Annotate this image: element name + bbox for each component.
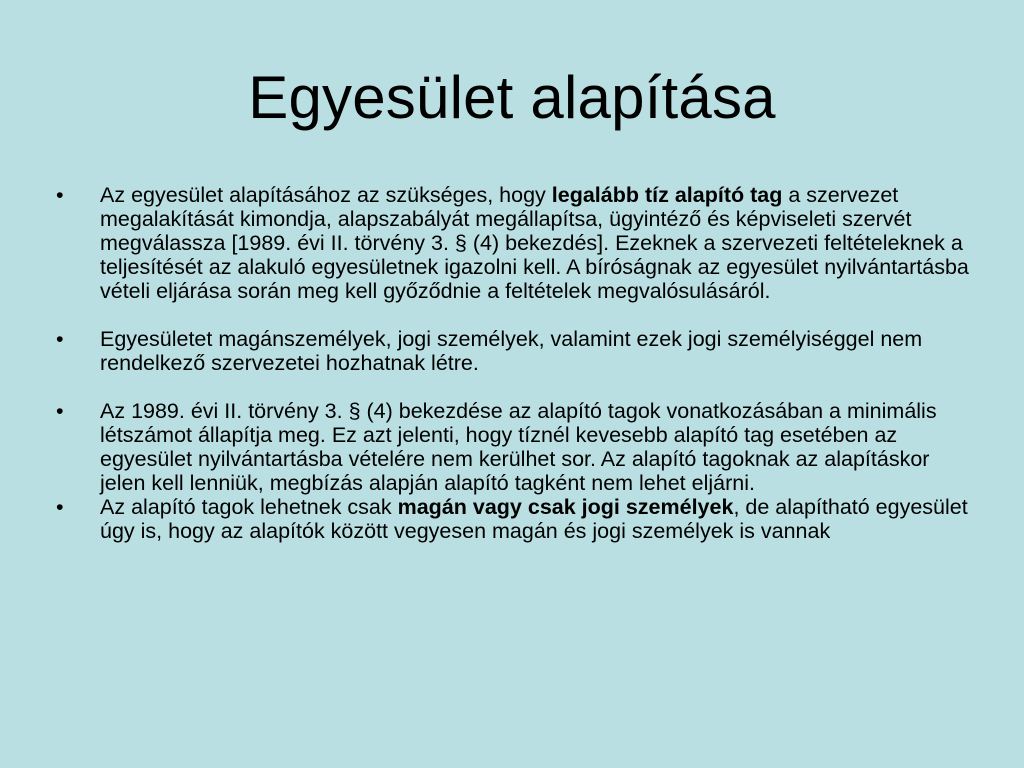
bullet-item [56, 183, 976, 303]
bullet-text-before: Az egyesület alapításához az szükséges, hogy [100, 183, 552, 207]
bullet-dot: • [56, 495, 64, 519]
bullet-dot: • [56, 399, 64, 423]
bullet-text [100, 183, 969, 303]
bullet-text-after: , de alapítható egyesület úgy is, hogy az alapítók között vegyesen magán és jogi személyek is vannak [100, 495, 968, 543]
bullet-item [56, 495, 976, 543]
bullet-text-before: Az alapító tagok lehetnek csak [100, 495, 398, 519]
bullet-text-bold: legalább tíz alapító tag [551, 183, 783, 207]
bullet-text [100, 495, 968, 543]
bullet-item [56, 327, 976, 375]
slide-title: Egyesület alapítása [248, 64, 776, 131]
bullet-text: Az 1989. évi II. törvény 3. § (4) bekezdése az alapító tagok vonatkozásában a minimális létszámot állapítja meg. Ez azt jelenti, hogy tíznél kevesebb alapító tag esetében az egyesület nyilvántartásba vételére nem kerülhet sor. Az alapító tagoknak az alapításkor jelen kell lenniük, megbízás alapján alapító tagként nem lehet eljárni. [100, 399, 937, 495]
bullet-dot: • [56, 327, 64, 351]
bullet-text: Egyesületet magánszemélyek, jogi személyek, valamint ezek jogi személyiséggel nem rendelkező szervezetei hozhatnak létre. [100, 327, 923, 375]
bullet-text-after: a szervezet megalakítását kimondja, alapszabályát megállapítsa, ügyintéző és képviseleti szervét megválassza [1989. évi II. törvény 3. § (4) bekezdés]. Ezeknek a szervezeti feltételeknek a teljesítését az alakuló egyesületnek igazolni kell. A bíróságnak az egyesület nyilvántartásba vételi eljárása során meg kell győződnie a feltételek megvalósulásáról. [100, 183, 969, 303]
bullet-list [56, 183, 976, 543]
bullet-text-bold: magán vagy csak jogi személyek [397, 495, 734, 519]
bullet-dot: • [56, 183, 64, 207]
bullet-item [56, 399, 976, 495]
